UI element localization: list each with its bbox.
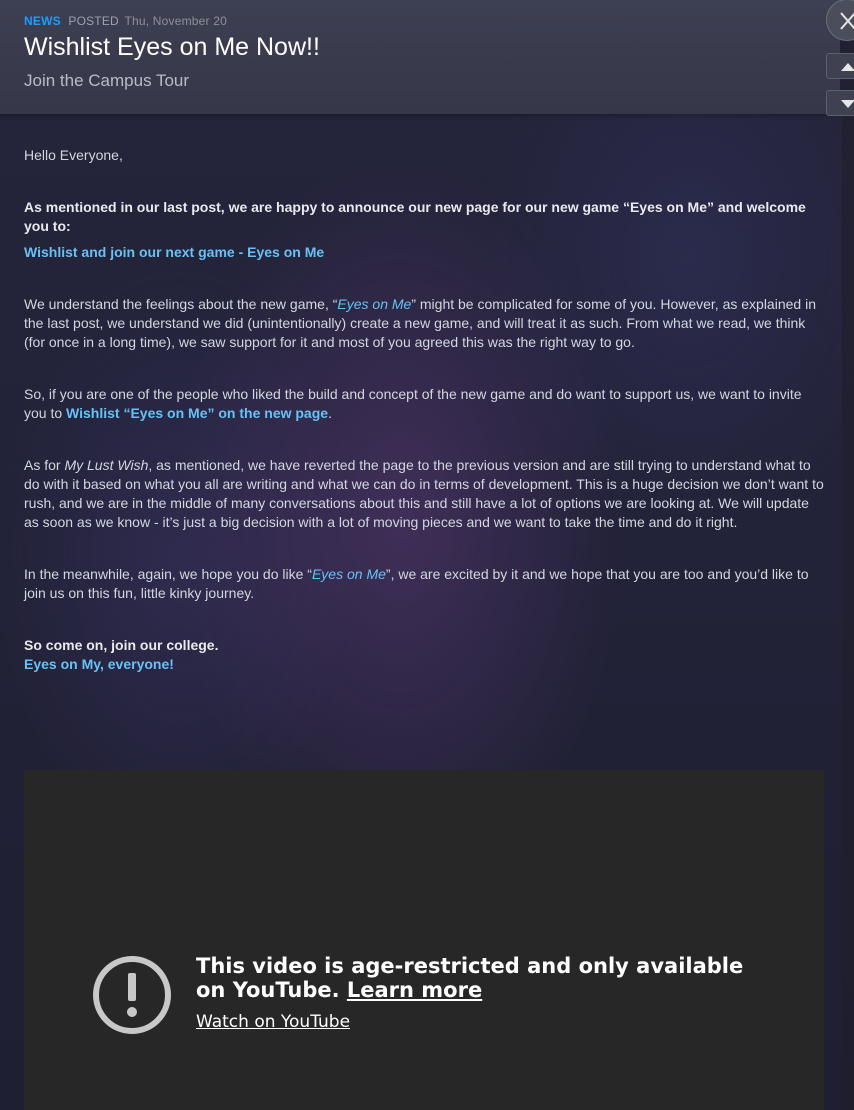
post-title: Wishlist Eyes on Me Now!!	[24, 33, 320, 61]
watch-on-youtube-link[interactable]: Watch on YouTube	[196, 1012, 351, 1032]
p4-text-a: In the meanwhile, again, we hope you do like “	[24, 566, 312, 582]
eyes-on-me-link-2[interactable]: Eyes on Me	[311, 566, 386, 582]
paragraph-invite	[24, 385, 824, 423]
p2-text-b: .	[328, 405, 332, 421]
closing-link[interactable]: Eyes on My, everyone!	[24, 656, 174, 672]
post-subtitle: Join the Campus Tour	[24, 71, 190, 90]
arrow-down-icon	[827, 91, 854, 117]
scrollbar[interactable]	[842, 0, 854, 1110]
youtube-embed[interactable]	[24, 770, 824, 1110]
greeting: Hello Everyone,	[24, 147, 123, 163]
learn-more-link[interactable]: Learn more	[346, 978, 483, 1002]
announcement-link-line	[24, 243, 824, 262]
close-icon	[827, 0, 854, 42]
exclamation-circle-icon	[92, 955, 172, 1035]
age-restricted-message	[196, 954, 756, 1002]
p2-text-a: So, if you are one of the people who liked the build and concept of the new game and do want to support us, we want to invite you to	[24, 386, 802, 421]
wishlist-new-page-link[interactable]: Wishlist “Eyes on Me” on the new page	[66, 405, 329, 421]
paragraph-meanwhile	[24, 565, 824, 603]
post-header	[0, 0, 840, 114]
category-badge: NEWS	[24, 14, 61, 28]
next-post-button[interactable]	[826, 90, 854, 116]
posted-label: POSTED	[68, 14, 119, 28]
announcement	[24, 198, 824, 236]
paragraph-feelings	[24, 295, 824, 352]
previous-post-button[interactable]	[826, 53, 854, 79]
video-message-block	[196, 954, 756, 1032]
post-meta	[24, 14, 227, 28]
eyes-on-me-link[interactable]: Eyes on Me	[337, 296, 412, 312]
announcement-text: As mentioned in our last post, we are happy to announce our new page for our new game “Eyes on Me” and welcome you to:	[24, 199, 806, 234]
p1-text-a: We understand the feelings about the new game, “	[24, 296, 338, 312]
post-date: Thu, November 20	[124, 14, 228, 28]
close-button[interactable]	[826, 0, 854, 41]
arrow-up-icon	[827, 54, 854, 80]
paragraph-lust-wish	[24, 456, 824, 532]
age-restricted-text: This video is age-restricted and only available on YouTube.	[196, 954, 744, 1002]
game-title-italic: My Lust Wish	[64, 457, 149, 473]
p1-text-b: ” might be complicated for some of you. However, as explained in the last post, we understand we did (unintentionally) create a new game, and will treat it as such. From what we read, we think (for once in a long time), we saw support for it and most of you agreed this was the right way to go.	[24, 296, 816, 350]
closing-text: So come on, join our college.	[24, 637, 219, 653]
p3-text-a: As for	[24, 457, 65, 473]
p4-text-b: ”, we are excited by it and we hope that you are too and you’d like to join us on this fun, little kinky journey.	[24, 566, 809, 601]
wishlist-link[interactable]: Wishlist and join our next game - Eyes on Me	[24, 244, 325, 260]
p3-text-b: , as mentioned, we have reverted the page to the previous version and are still trying to understand what to do with it based on what you all are writing and what we can do in terms of development. This is a huge decision we don’t want to rush, and we are in the middle of many conversations about this and still have a lot of options we are looking at. We will update as soon as we know - it’s just a big decision with a lot of moving pieces and we want to take the time and do it right.	[24, 457, 824, 530]
post-body	[24, 146, 824, 707]
closing	[24, 636, 824, 674]
